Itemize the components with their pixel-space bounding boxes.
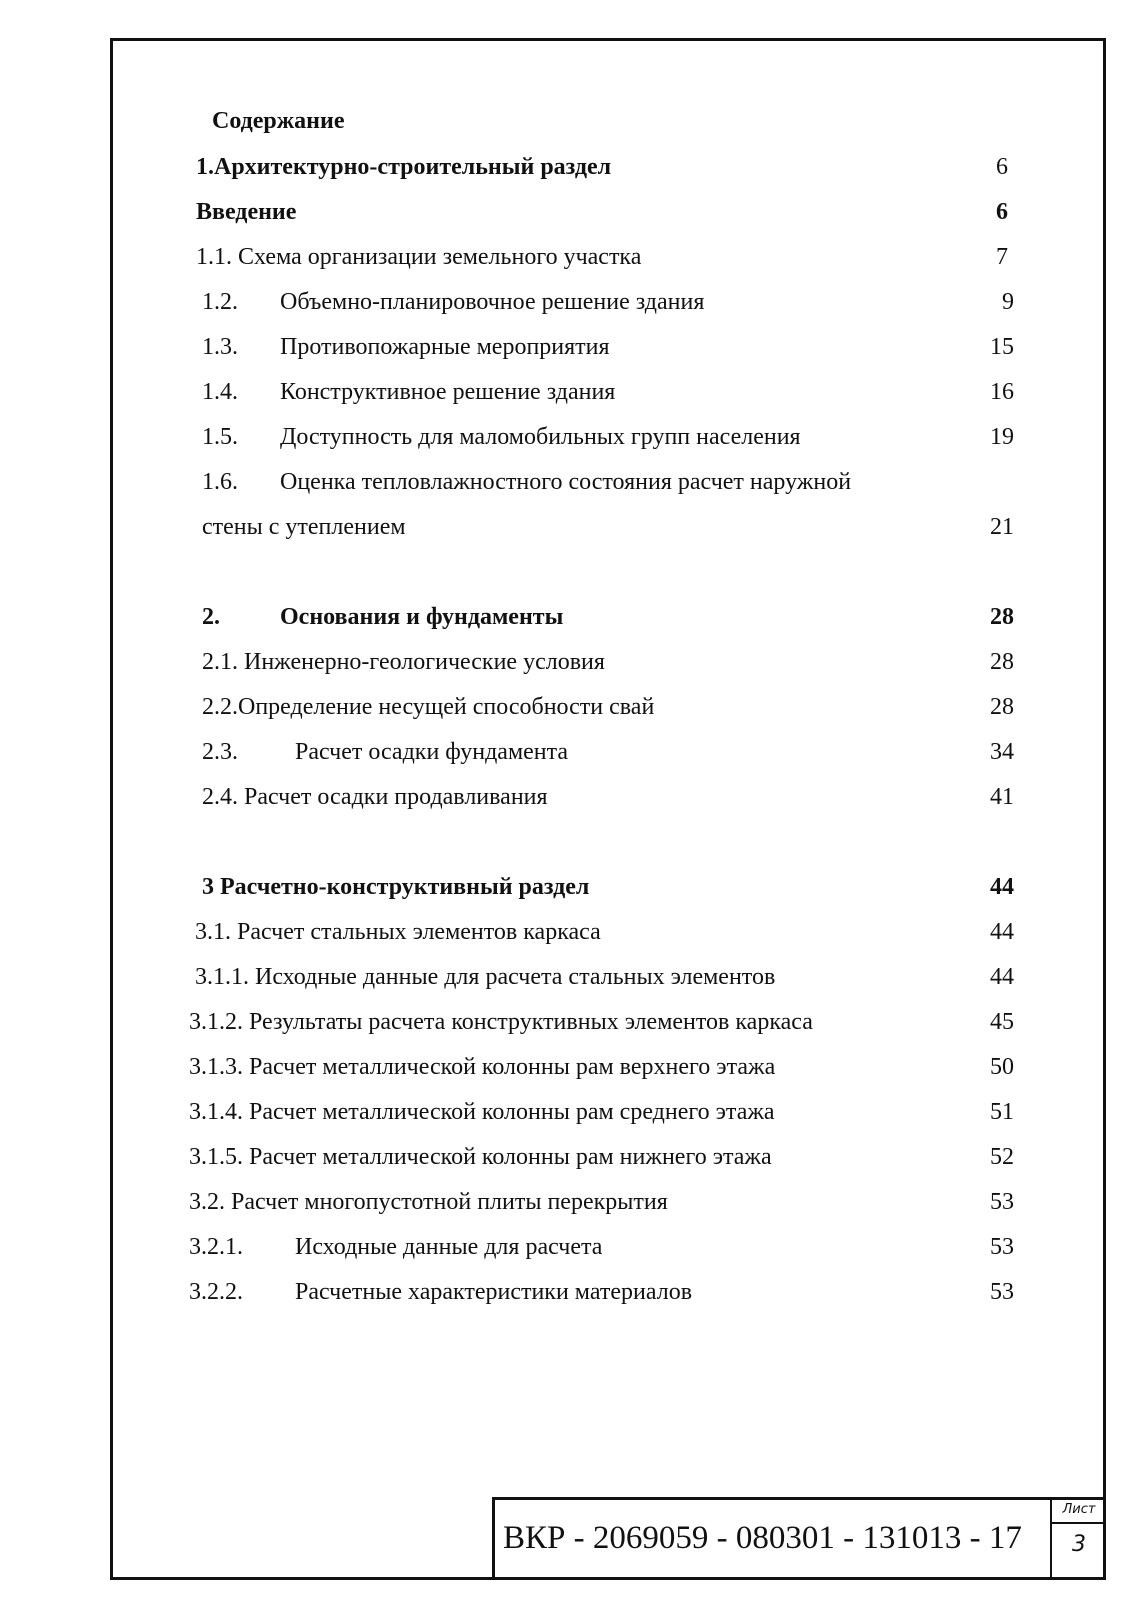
toc-entry-page: 15 (990, 334, 1014, 360)
toc-entry-text: 3.1. Расчет стальных элементов каркаса (195, 919, 601, 945)
toc-entry-page: 51 (990, 1099, 1014, 1125)
toc-entry (202, 872, 1014, 902)
toc-entry-text: Основания и фундаменты (280, 604, 564, 630)
toc-entry-text: 3.1.4. Расчет металлической колонны рам среднего этажа (189, 1099, 775, 1125)
toc-entry-text: 3.1.3. Расчет металлической колонны рам верхнего этажа (189, 1054, 776, 1080)
toc-entry-text: 1.1. Схема организации земельного участка (196, 244, 642, 270)
toc-entry-number: 1.2. (202, 289, 238, 315)
toc-entry (202, 692, 1014, 722)
toc-entry-text: Объемно-планировочное решение здания (280, 289, 705, 315)
toc-entry (189, 1007, 1014, 1037)
document-code: ВКР - 2069059 - 080301 - 131013 - 17 (503, 1520, 1022, 1556)
toc-entry (202, 377, 1014, 407)
toc-entry (189, 1142, 1014, 1172)
toc-entry-page: 28 (990, 649, 1014, 675)
toc-entry-text: Введение (196, 199, 297, 225)
toc-entry (196, 152, 1008, 182)
toc-entry (202, 647, 1014, 677)
toc-entry-page: 45 (990, 1009, 1014, 1035)
toc-entry-text: 3.1.1. Исходные данные для расчета стальных элементов (195, 964, 776, 990)
toc-entry-page: 44 (990, 964, 1014, 990)
toc-entry-page: 50 (990, 1054, 1014, 1080)
toc-entry-text: 2.2.Определение несущей способности свай (202, 694, 655, 720)
toc-entry (202, 602, 1014, 632)
toc-entry-number: 1.4. (202, 379, 238, 405)
toc-entry-page: 6 (996, 199, 1008, 225)
title-block (492, 1497, 1106, 1580)
sheet-number: 3 (1072, 1532, 1086, 1557)
toc-entry-page: 6 (996, 154, 1008, 180)
toc-entry (202, 782, 1014, 812)
toc-entry-text: Конструктивное решение здания (280, 379, 616, 405)
toc-entry-number: 2. (202, 604, 220, 630)
toc-entry-text: стены с утеплением (202, 514, 406, 540)
toc-entry-text: 2.4. Расчет осадки продавливания (202, 784, 548, 810)
toc-entry-text: 3.1.2. Результаты расчета конструктивных элементов каркаса (189, 1009, 813, 1035)
toc-entry-page: 34 (990, 739, 1014, 765)
toc-entry (189, 1232, 1014, 1262)
toc-entry (189, 1052, 1014, 1082)
toc-entry-page: 44 (990, 919, 1014, 945)
toc-entry (202, 287, 1014, 317)
toc-entry-text: Противопожарные мероприятия (280, 334, 610, 360)
toc-entry-number: 2.3. (202, 739, 238, 765)
toc-entry-page: 53 (990, 1279, 1014, 1305)
toc-entry-page: 16 (990, 379, 1014, 405)
toc-entry-page: 7 (996, 244, 1008, 270)
toc-entry (202, 512, 1014, 542)
toc-entry (189, 1187, 1014, 1217)
toc-entry (189, 1097, 1014, 1127)
toc-entry-page: 44 (990, 874, 1014, 900)
toc-entry (202, 332, 1014, 362)
toc-entry-page: 21 (990, 514, 1014, 540)
toc-entry-page: 9 (1002, 289, 1014, 315)
toc-entry-number: 3.2.1. (189, 1234, 243, 1260)
toc-entry (195, 962, 1014, 992)
toc-entry-text: Доступность для маломобильных групп населения (280, 424, 801, 450)
toc-entry (202, 467, 1014, 497)
toc-entry-number: 1.5. (202, 424, 238, 450)
toc-entry-page: 28 (990, 694, 1014, 720)
toc-entry (196, 197, 1008, 227)
toc-entry-page: 19 (990, 424, 1014, 450)
toc-entry (202, 737, 1014, 767)
toc-entry-text: 3.2. Расчет многопустотной плиты перекрытия (189, 1189, 668, 1215)
toc-entry (189, 1277, 1014, 1307)
toc-entry-page: 41 (990, 784, 1014, 810)
toc-entry-text: 1.Архитектурно-строительный раздел (196, 154, 612, 180)
toc-entry-page: 28 (990, 604, 1014, 630)
toc-entry (195, 917, 1014, 947)
toc-entry-number: 3.2.2. (189, 1279, 243, 1305)
toc-entry-text: Расчет осадки фундамента (295, 739, 569, 765)
toc-entry-page: 52 (990, 1144, 1014, 1170)
toc-entry-number: 1.6. (202, 469, 238, 495)
toc-entry (196, 242, 1008, 272)
toc-entry-text: 3 Расчетно-конструктивный раздел (202, 874, 590, 900)
sheet-label: Лист (1052, 1497, 1106, 1524)
toc-title: Содержание (212, 108, 345, 134)
toc-entry-page: 53 (990, 1234, 1014, 1260)
toc-entry-text: 2.1. Инженерно-геологические условия (202, 649, 605, 675)
toc-entry-text: 3.1.5. Расчет металлической колонны рам нижнего этажа (189, 1144, 772, 1170)
sheet-box (1050, 1497, 1106, 1580)
toc-entry-number: 1.3. (202, 334, 238, 360)
toc-entry-page: 53 (990, 1189, 1014, 1215)
toc-entry-text: Расчетные характеристики материалов (295, 1279, 693, 1305)
toc-entry-text: Оценка тепловлажностного состояния расчет наружной (280, 469, 852, 495)
toc-entry (202, 422, 1014, 452)
toc-entry-text: Исходные данные для расчета (295, 1234, 603, 1260)
